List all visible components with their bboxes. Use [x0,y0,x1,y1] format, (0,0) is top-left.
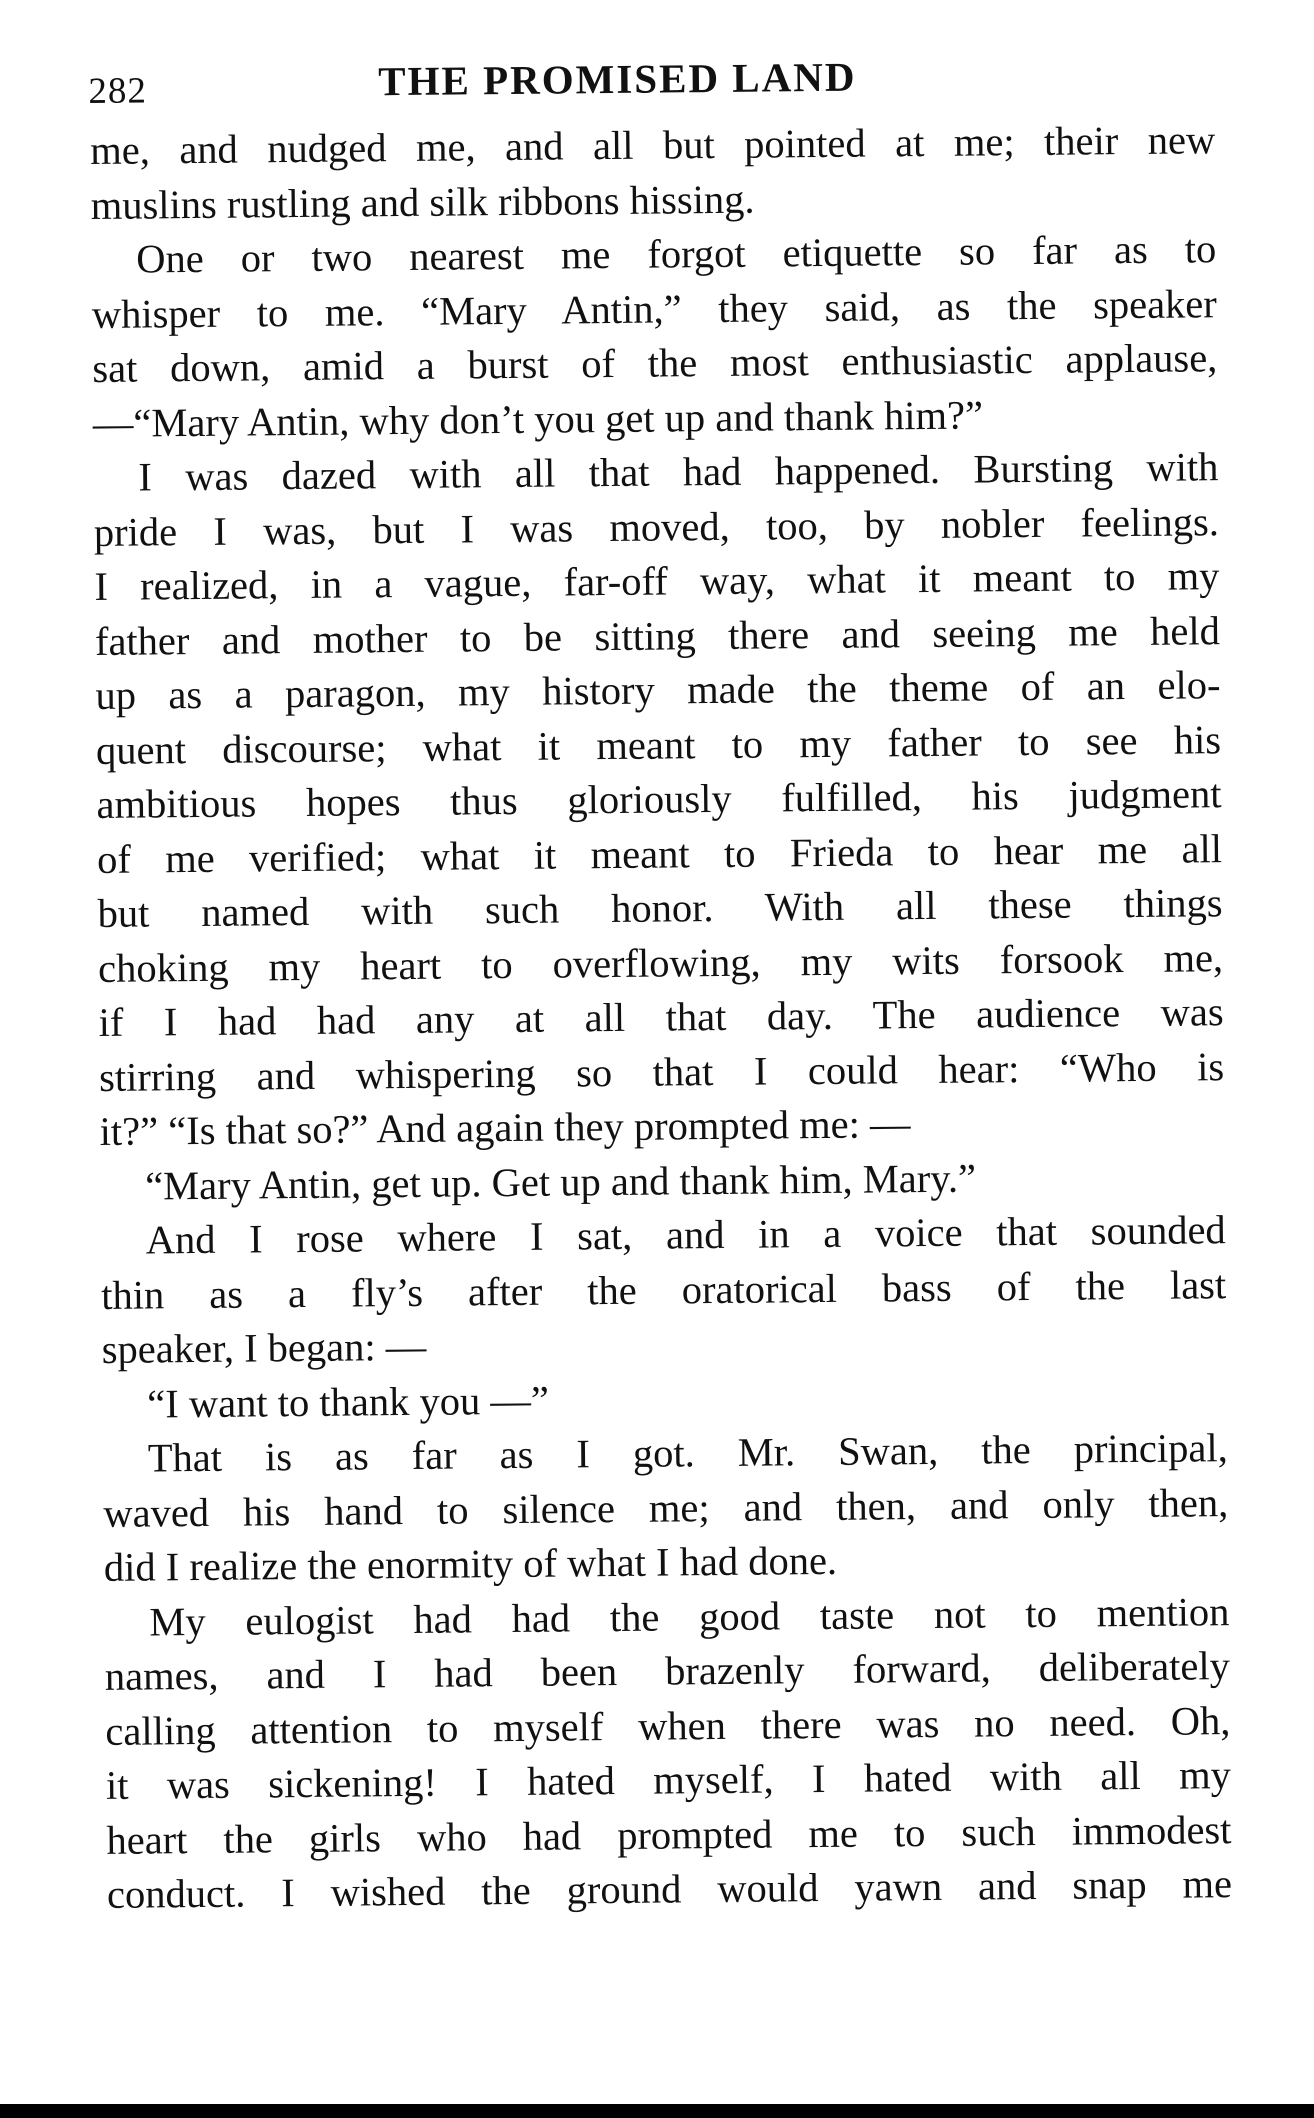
text-line: but named with such honor. With all these things [97,880,1223,936]
text-line: “I want to thank you —” [147,1377,550,1427]
text-line: names, and I had been brazenly forward, deliberately [104,1643,1231,1699]
text-line: father and mother to be sitting there and seeing me held [94,607,1221,664]
scan-border [0,2104,1314,2118]
text-line: did I realize the enormity of what I had done. [103,1537,838,1590]
page-number: 282 [88,70,148,112]
text-line: That is as far as I got. Mr. Swan, the principal, [147,1425,1228,1481]
text-line: it was sickening! I hated myself, I hated with all my [105,1752,1232,1808]
text-line: speaker, I began: — [101,1323,427,1372]
text-line: quent discourse; what it meant to my father to see his [95,716,1222,773]
text-line: pride I was, but I was moved, too, by nobler feelings. [93,498,1220,555]
text-line: One or two nearest me forgot etiquette so far as to [136,226,1217,282]
running-title: THE PROMISED LAND [378,53,857,105]
text-line: choking my heart to overflowing, my wits forsook me, [97,934,1224,991]
text-line: And I rose where I sat, and in a voice that sounded [145,1207,1226,1263]
text-line: ambitious hopes thus gloriously fulfilled, his judgment [96,771,1222,827]
text-line: it?” “Is that so?” And again they prompted me: — [99,1101,911,1154]
text-line: waved his hand to silence me; and then, and only then, [103,1479,1229,1536]
page-header [88,43,1229,114]
text-line: up as a paragon, my history made the theme of an elo- [95,662,1221,718]
text-line: “Mary Antin, get up. Get up and thank him, Mary.” [144,1155,977,1209]
text-line: me, and nudged me, and all but pointed at me; their new [90,117,1216,173]
body-text [90,113,1232,1922]
text-line: My eulogist had had the good taste not to mention [149,1588,1230,1644]
text-line: if I had had any at all that day. The audience was [98,989,1224,1045]
text-line: stirring and whispering so that I could hear: “Who is [98,1043,1225,1100]
text-line: calling attention to myself when there was no need. Oh, [105,1697,1231,1754]
text-line: whisper to me. “Mary Antin,” they said, as the speaker [91,280,1217,337]
text-line: muslins rustling and silk ribbons hissing. [90,176,755,228]
text-line: sat down, amid a burst of the most enthusiastic applause, [92,335,1218,391]
text-line: of me verified; what it meant to Frieda to hear me all [96,825,1223,882]
text-line: I was dazed with all that had happened. Bursting with [138,444,1219,500]
text-line: conduct. I wished the ground would yawn and snap me [106,1861,1233,1917]
text-line: —“Mary Antin, why don’t you get up and thank him?” [92,391,984,446]
text-line: thin as a fly’s after the oratorical bass of the last [101,1261,1227,1318]
text-line: heart the girls who had prompted me to such immodest [106,1806,1232,1863]
text-line: I realized, in a vague, far-off way, what it meant to my [94,553,1220,609]
